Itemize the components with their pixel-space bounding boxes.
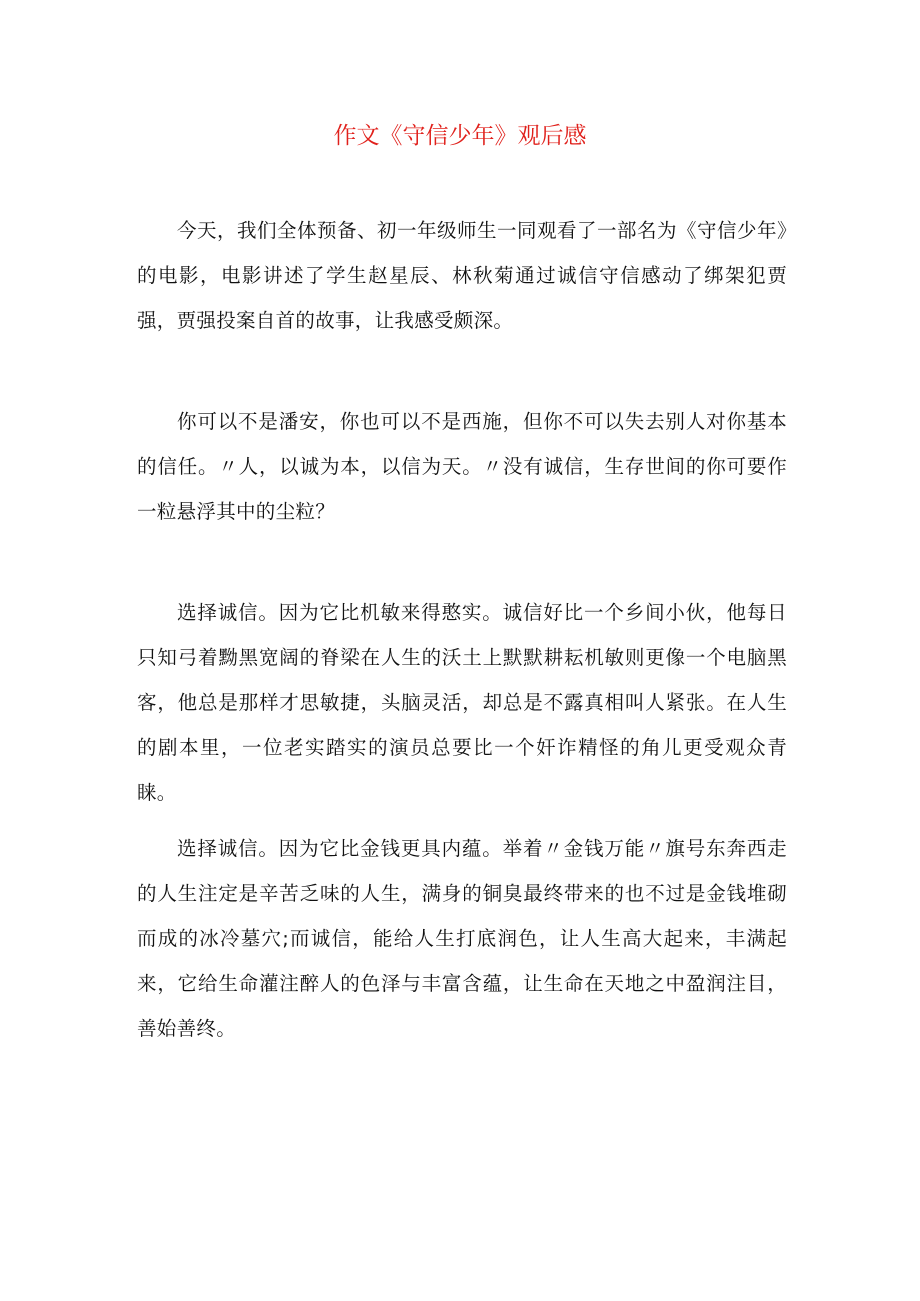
- paragraph-3: 选择诚信。因为它比机敏来得憨实。诚信好比一个乡间小伙，他每日只知弓着黝黑宽阔的脊梁在人生的沃土上默默耕耘机敏则更像一个电脑黑客，他总是那样才思敏捷，头脑灵活，却总是不露真相叫人紧张。在人生的剧本里，一位老实踏实的演员总要比一个奸诈精怪的角儿更受观众青睐。: [137, 601, 787, 804]
- paragraph-4: 选择诚信。因为它比金钱更具内蕴。举着〃金钱万能〃旗号东奔西走的人生注定是辛苦乏味的人生，满身的铜臭最终带来的也不过是金钱堆砌而成的冰冷墓穴;而诚信，能给人生打底润色，让人生高大起来，丰满起来，它给生命灌注醉人的色泽与丰富含蕴，让生命在天地之中盈润注目，善始善终。: [137, 837, 787, 1040]
- paragraph-1: 今天，我们全体预备、初一年级师生一同观看了一部名为《守信少年》的电影，电影讲述了学生赵星辰、林秋菊通过诚信守信感动了绑架犯贾强，贾强投案自首的故事，让我感受颇深。: [137, 219, 787, 332]
- paragraph-2: 你可以不是潘安，你也可以不是西施，但你不可以失去别人对你基本的信任。〃人，以诚为本，以信为天。〃没有诚信，生存世间的你可要作一粒悬浮其中的尘粒？: [137, 410, 787, 523]
- document-title: 作文《守信少年》观后感: [333, 123, 587, 149]
